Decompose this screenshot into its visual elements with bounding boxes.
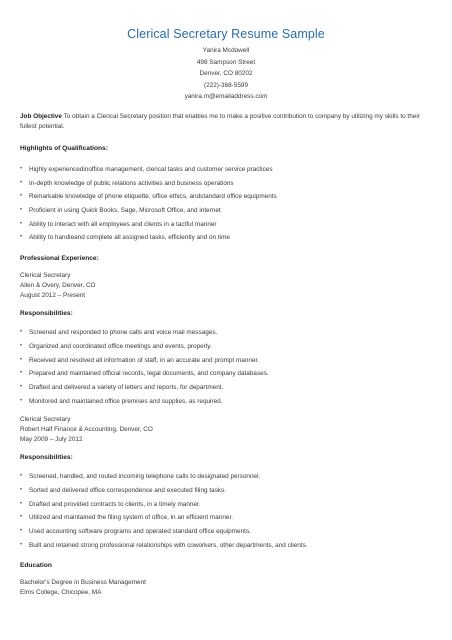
contact-block <box>0 45 452 103</box>
list-item: • Sorted and delivered office correspondence and executed filing tasks. <box>20 484 434 498</box>
list-item: • Screened and responded to phone calls and voice mail messages. <box>20 326 434 340</box>
job-company: Allen & Overy, Denver, CO <box>20 282 96 290</box>
contact-phone: (222)-368-5599 <box>203 81 249 89</box>
list-item: • Highly experiencedinoffice management, clerical tasks and customer service practices <box>20 163 434 177</box>
list-item: • Monitored and maintained office premises and supplies, as required. <box>20 395 434 409</box>
list-item: • Used accounting software programs and operated standard office equipments. <box>20 525 434 539</box>
contact-name: Yanira Mcdowell <box>202 47 250 54</box>
job-objective <box>20 112 434 132</box>
list-item: • Utilized and maintained the filing system of office, in an efficient manner. <box>20 511 434 525</box>
list-item: • Prepared and maintained official records, legal documents, and company databases. <box>20 367 434 381</box>
job-dates: May 2009 – July 2012 <box>20 436 83 444</box>
list-item: • Remarkable knowledge of phone etiquette, office ethics, andstandard office equipments <box>20 190 434 204</box>
resume-body <box>20 112 434 598</box>
job-2-details <box>20 415 434 445</box>
job-2-responsibilities <box>20 470 434 552</box>
education-details <box>20 578 434 598</box>
list-item: • Ability to handleand complete all assigned tasks, efficiently and on time <box>20 231 434 245</box>
responsibilities-heading: Responsibilities: <box>20 454 73 462</box>
experience-heading: Professional Experience: <box>20 255 99 263</box>
objective-label: Job Objective <box>20 113 62 120</box>
job-1-responsibilities <box>20 326 434 408</box>
list-item: • Screened, handled, and routed incoming telephone calls to designated personnel. <box>20 470 434 484</box>
list-item: • Built and retained strong professional relationships with coworkers, other departments, and clients. <box>20 539 434 553</box>
list-item: • Proficient in using Quick Books, Sage, Microsoft Office, and internet <box>20 204 434 218</box>
contact-city: Denver, CO 80202 <box>199 70 253 77</box>
list-item: • Ability to interact with all employees and clients in a tactful manner <box>20 218 434 232</box>
objective-text: To obtain a Clerical Secretary position that enables me to make a positive contribution to company by utilizing my skills to their fullest potential. <box>20 113 420 130</box>
list-item: • Drafted and provided contracts to clients, in a timely manner. <box>20 498 434 512</box>
qualifications-list <box>20 163 434 245</box>
education-school: Elms College, Chicopee, MA <box>20 589 102 597</box>
page-title: Clerical Secretary Resume Sample <box>127 27 325 41</box>
responsibilities-heading: Responsibilities: <box>20 310 73 318</box>
list-item: • Organized and coordinated office meetings and events, properly. <box>20 340 434 354</box>
contact-street: 498 Sampson Street <box>196 58 256 66</box>
education-degree: Bachelor's Degree in Business Management <box>20 579 146 587</box>
list-item: • In-depth knowledge of public relations activities and business operations <box>20 177 434 191</box>
list-item: • Drafted and delivered a variety of letters and reports, for department. <box>20 381 434 395</box>
job-title: Clerical Secretary <box>20 416 71 424</box>
job-dates: August 2012 – Present <box>20 292 86 300</box>
job-title: Clerical Secretary <box>20 272 71 280</box>
list-item: • Received and resolved all information of staff, in an accurate and prompt manner. <box>20 354 434 368</box>
education-heading: Education <box>20 562 52 570</box>
qualifications-heading: Highlights of Qualifications: <box>20 145 108 152</box>
job-1-details <box>20 271 434 301</box>
job-company: Robert Half Finance & Accounting, Denver, CO <box>20 426 153 434</box>
contact-email: yanira.m@emailaddress.com <box>184 93 268 100</box>
